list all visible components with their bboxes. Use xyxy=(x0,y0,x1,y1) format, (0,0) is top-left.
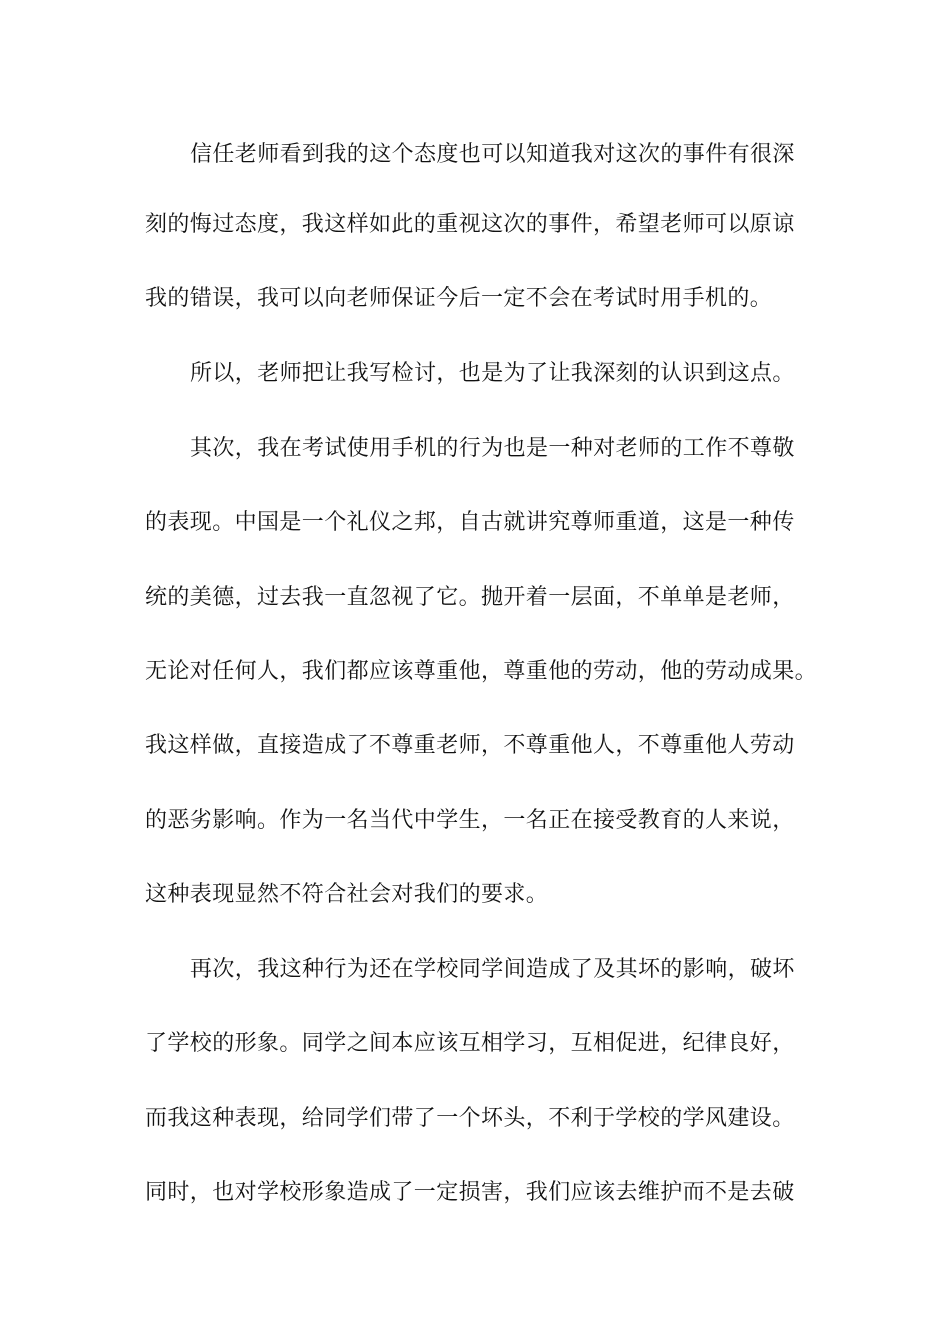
paragraph-line: 我的错误，我可以向老师保证今后一定不会在考试时用手机的。 xyxy=(145,286,773,311)
paragraph-line: 其次，我在考试使用手机的行为也是一种对老师的工作不尊敬 xyxy=(190,436,795,461)
paragraph-line: 而我这种表现，给同学们带了一个坏头，不利于学校的学风建设。 xyxy=(145,1106,795,1131)
paragraph-line: 信任老师看到我的这个态度也可以知道我对这次的事件有很深 xyxy=(190,142,795,167)
paragraph-line: 这种表现显然不符合社会对我们的要求。 xyxy=(145,882,549,907)
paragraph-line: 的表现。中国是一个礼仪之邦，自古就讲究尊师重道，这是一种传 xyxy=(145,510,795,535)
paragraph-line: 同时，也对学校形象造成了一定损害，我们应该去维护而不是去破 xyxy=(145,1180,795,1205)
paragraph-line: 再次，我这种行为还在学校同学间造成了及其坏的影响，破坏 xyxy=(190,957,795,982)
paragraph-line: 无论对任何人，我们都应该尊重他，尊重他的劳动，他的劳动成果。 xyxy=(145,659,818,684)
paragraph-line: 统的美德，过去我一直忽视了它。抛开着一层面，不单单是老师， xyxy=(145,585,795,610)
paragraph-line: 了学校的形象。同学之间本应该互相学习，互相促进，纪律良好， xyxy=(145,1031,795,1056)
paragraph-line: 的恶劣影响。作为一名当代中学生，一名正在接受教育的人来说， xyxy=(145,808,795,833)
paragraph-line: 我这样做，直接造成了不尊重老师，不尊重他人，不尊重他人劳动 xyxy=(145,733,795,758)
paragraph-line: 刻的悔过态度，我这样如此的重视这次的事件，希望老师可以原谅 xyxy=(145,212,795,237)
paragraph-line: 所以，老师把让我写检讨，也是为了让我深刻的认识到这点。 xyxy=(190,361,795,386)
